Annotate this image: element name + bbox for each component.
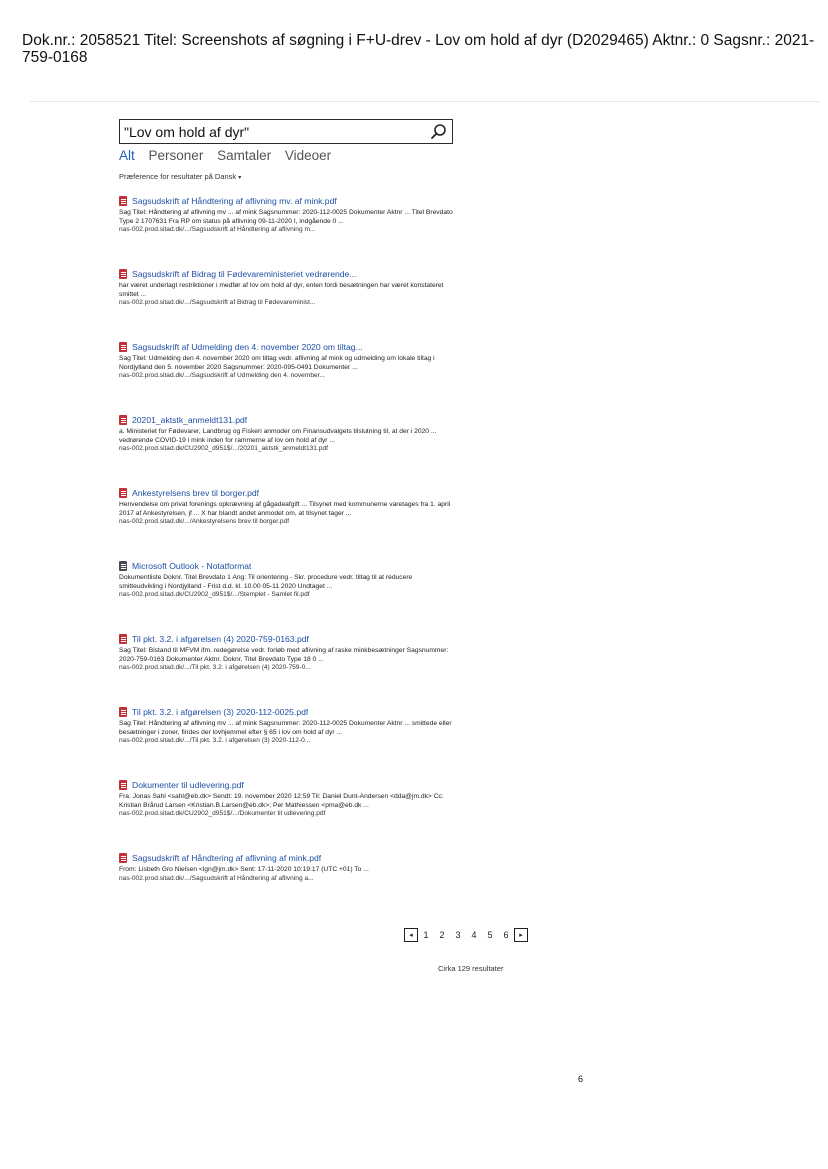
result-url: nas-002.prod.sitad.dk/.../Til pkt. 3.2. i afgørelsen (4) 2020-759-0... [119, 664, 311, 672]
document-header: Dok.nr.: 2058521 Titel: Screenshots af søgning i F+U-drev - Lov om hold af dyr (D2029465) Aktnr.: 0 Sagsnr.: 2021-759-0168 [22, 32, 815, 66]
result-item [119, 560, 459, 633]
result-snippet: Henvendelse om privat forenings opkrævning af gågadeafgift ... Tilsynet med kommunerne varetages fra 1. april 2017 af Ankestyrelsen, jf ... X har blandt andet anmodet om, at tilsynet tager ... [119, 501, 451, 517]
result-snippet: Fra: Jonas Sahl <sahl@eb.dk> Sendt: 19. november 2020 12:59 Til: Daniel Dunt-Andersen <dda@jm.dk> Cc: Kristian Brårud Larsen <Kristian.B.Larsen@eb.dk>; Per Mathiessen <pma@eb.dk ... [119, 793, 444, 809]
result-title[interactable]: Microsoft Outlook - Notatformat [132, 561, 252, 571]
page-link-2[interactable]: 2 [439, 930, 445, 940]
result-title[interactable]: Sagsudskrift af Udmelding den 4. november 2020 om tiltag... [132, 342, 363, 352]
result-url: nas-002.prod.sitad.dk/.../Sagsudskrift af Udmelding den 4. november... [119, 372, 325, 380]
page-link-5[interactable]: 5 [487, 930, 493, 940]
scan-divider [30, 101, 820, 102]
result-item [119, 706, 459, 779]
page-link-4[interactable]: 4 [471, 930, 477, 940]
result-snippet: From: Lisbeth Gro Nielsen <lgn@jm.dk> Sent: 17-11-2020 10:19:17 (UTC +01) To ... [119, 866, 369, 873]
result-snippet: Sag Titel: Håndtering af aflivning mv ... af mink Sagsnummer: 2020-112-0025 Dokumenter Aktnr ... Titel Brevdato Type 2 1707631 Fra RP om status på aflivning 09-11-2020 I, indgående 0 ... [119, 209, 453, 225]
search-box[interactable] [119, 119, 453, 144]
result-item [119, 633, 459, 706]
result-title-link[interactable] [119, 852, 459, 864]
result-item [119, 341, 459, 414]
tab-samtaler[interactable]: Samtaler [217, 148, 272, 163]
result-count: Cirka 129 resultater [438, 964, 504, 973]
result-snippet: har været underlagt restriktioner i medfør af lov om hold af dyr, enten fordi besætningen har været konstateret smittet ... [119, 282, 444, 298]
result-title[interactable]: Til pkt. 3.2. i afgørelsen (4) 2020-759-0163.pdf [132, 634, 309, 644]
tab-videoer[interactable]: Videoer [284, 148, 332, 163]
result-title[interactable]: Dokumenter til udlevering.pdf [132, 780, 244, 790]
page-link-1[interactable]: 1 [423, 930, 429, 940]
pdf-icon [119, 342, 127, 352]
search-tabs [119, 148, 341, 163]
pagination [404, 926, 528, 944]
result-snippet: Dokumentliste Doknr. Titel Brevdato 1 Ang: Til orientering - Skr. procedure vedr. tiltag til at reducere smitteudvikling i Nordjylland - Frist d.d. kl. 10.00 05-11 2020 Undtaget ... [119, 574, 413, 590]
prev-page-button[interactable]: ◂ [404, 928, 418, 942]
page-number: 6 [578, 1074, 584, 1084]
result-title-link[interactable] [119, 633, 459, 645]
pdf-icon [119, 707, 127, 717]
result-url: nas-002.prod.sitad.dk/.../Sagsudskrift af Bidrag til Fødevareminist... [119, 299, 316, 307]
search-input[interactable] [124, 122, 424, 141]
outlook-icon [119, 561, 127, 571]
tab-personer[interactable]: Personer [148, 148, 204, 163]
result-title[interactable]: Sagsudskrift af Bidrag til Fødevareministeriet vedrørende... [132, 269, 357, 279]
pdf-icon [119, 269, 127, 279]
result-title-link[interactable] [119, 706, 459, 718]
result-item [119, 487, 459, 560]
result-snippet: Sag Titel: Håndtering af aflivning mv ... af mink Sagsnummer: 2020-112-0025 Dokumenter Aktnr ... smittede eller besætninger i zoner, findes der lovhjemmel efter § 65 i lov om hold af dyr ... [119, 720, 452, 736]
search-results [119, 195, 459, 925]
result-title-link[interactable] [119, 414, 459, 426]
result-url: nas-002.prod.sitad.dk/.../Sagsudskrift af Håndtering af aflivning a... [119, 874, 314, 882]
result-title-link[interactable] [119, 268, 459, 280]
caret-down-icon: ▾ [238, 175, 242, 181]
result-item [119, 268, 459, 341]
pdf-icon [119, 415, 127, 425]
result-title-link[interactable] [119, 341, 459, 353]
result-title[interactable]: Ankestyrelsens brev til borger.pdf [132, 488, 260, 498]
result-item [119, 195, 459, 268]
result-item [119, 852, 459, 925]
result-title-link[interactable] [119, 487, 459, 499]
result-title[interactable]: Sagsudskrift af Håndtering af aflivning mv. af mink.pdf [132, 196, 337, 206]
result-url: nas-002.prod.sitad.dk/.../Ankestyrelsens brev til borger.pdf [119, 518, 290, 526]
result-url: nas-002.prod.sitad.dk/.../Sagsudskrift af Håndtering af aflivning m... [119, 226, 316, 234]
result-snippet: Sag Titel: Udmelding den 4. november 2020 om tiltag vedr. aflivning af mink og udmelding om lokale tiltag i Nordjylland den 5. november 2020 Sagsnummer: 2020-095-0491 Dokumenter ... [119, 355, 435, 371]
result-title-link[interactable] [119, 560, 459, 572]
search-icon[interactable] [430, 123, 447, 140]
result-url: nas-002.prod.sitad.dk/.../Til pkt. 3.2. i afgørelsen (3) 2020-112-0... [119, 737, 311, 745]
result-title[interactable]: Sagsudskrift af Håndtering af aflivning af mink.pdf [132, 853, 322, 863]
pdf-icon [119, 488, 127, 498]
language-preference-label: Præference for resultater på Dansk [119, 172, 237, 181]
next-page-button[interactable]: ▸ [514, 928, 528, 942]
result-title[interactable]: Til pkt. 3.2. i afgørelsen (3) 2020-112-0025.pdf [132, 707, 309, 717]
page-link-3[interactable]: 3 [455, 930, 461, 940]
result-snippet: a. Ministeriet for Fødevarer, Landbrug og Fiskeri anmoder om Finansudvalgets tilslutning til, at der i 2020 ... vedrørende COVID-19 i mink inden for rammerne af lov om hold af dyr ... [119, 428, 437, 444]
result-title-link[interactable] [119, 195, 459, 207]
pdf-icon [119, 634, 127, 644]
result-title[interactable]: 20201_aktstk_anmeldt131.pdf [132, 415, 248, 425]
pdf-icon [119, 853, 127, 863]
result-item [119, 779, 459, 852]
pdf-icon [119, 196, 127, 206]
tab-alt[interactable]: Alt [119, 148, 135, 163]
result-url: nas-002.prod.sitad.dk/CU2902_d951$/.../20201_aktstk_anmeldt131.pdf [119, 445, 328, 453]
language-preference[interactable] [119, 172, 241, 181]
result-url: nas-002.prod.sitad.dk/CU2902_d951$/.../Stemplet - Samlet fil.pdf [119, 591, 310, 599]
result-snippet: Sag Titel: Bistand til MFVM ifm. redegørelse vedr. forløb med aflivning af raske minkbesætninger Sagsnummer: 2020-759-0163 Dokumenter Aktnr. Doknr. Titel Brevdato Type 18 0 ... [119, 647, 449, 663]
result-title-link[interactable] [119, 779, 459, 791]
page-link-6[interactable]: 6 [503, 930, 509, 940]
result-item [119, 414, 459, 487]
pdf-icon [119, 780, 127, 790]
result-url: nas-002.prod.sitad.dk/CU2902_d951$/.../Dokumenter til udlevering.pdf [119, 810, 326, 818]
